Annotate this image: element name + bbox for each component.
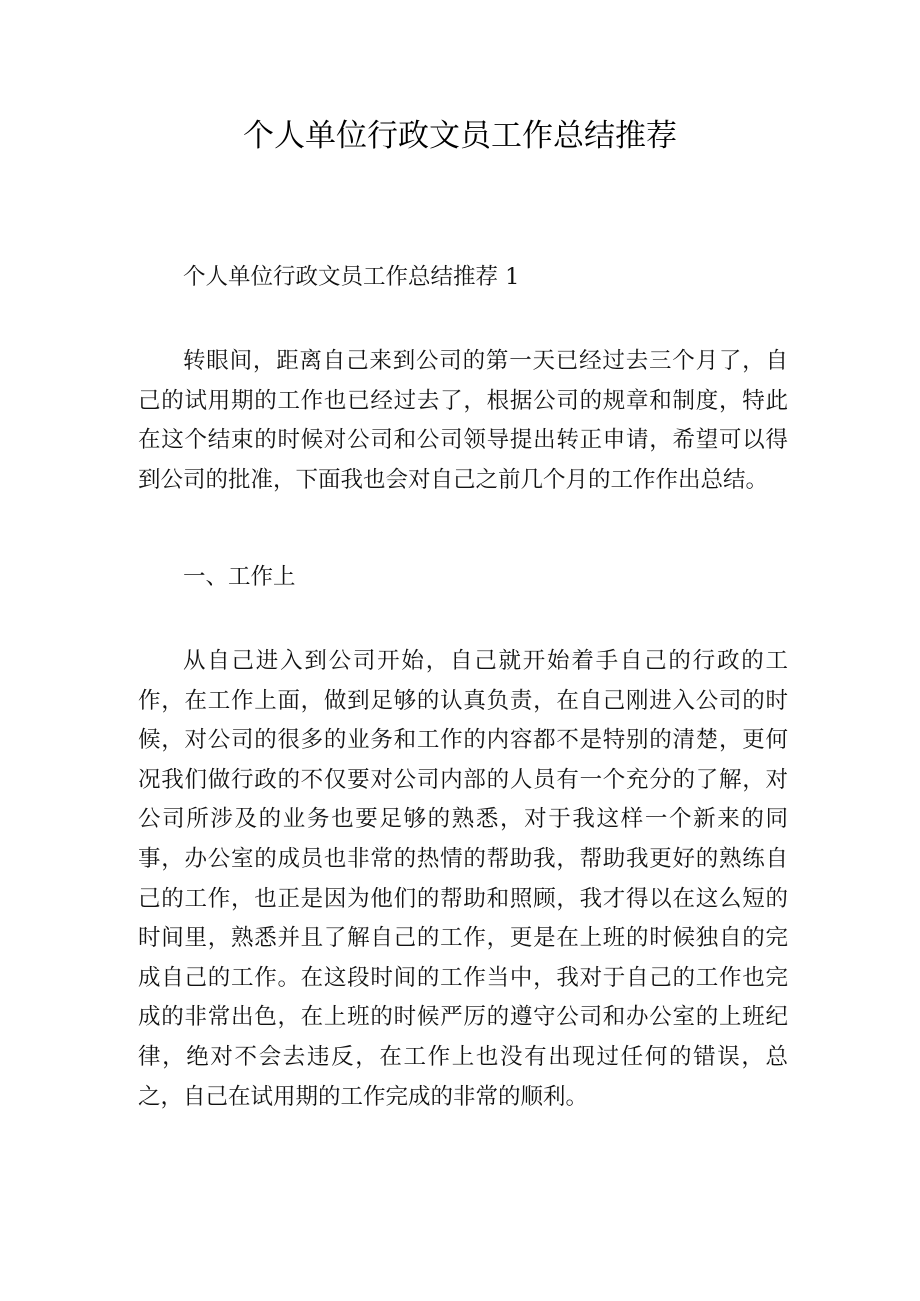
section-heading-work: 一、工作上 [183,564,296,590]
document-subtitle: 个人单位行政文员工作总结推荐 1 [183,264,520,290]
paragraph-work: 从自己进入到公司开始，自己就开始着手自己的行政的工作，在工作上面，做到足够的认真负责，在自己刚进入公司的时候，对公司的很多的业务和工作的内容都不是特别的清楚，更何况我们做行政的不仅要对公司内部的人员有一个充分的了解，对公司所涉及的业务也要足够的熟悉，对于我这样一个新来的同事，办公室的成员也非常的热情的帮助我，帮助我更好的熟练自己的工作，也正是因为他们的帮助和照顾，我才得以在这么短的时间里，熟悉并且了解自己的工作，更是在上班的时候独自的完成自己的工作。在这段时间的工作当中，我对于自己的工作也完成的非常出色，在上班的时候严厉的遵守公司和办公室的上班纪律，绝对不会去违反，在工作上也没有出现过任何的错误，总之，自己在试用期的工作完成的非常的顺利。 [138,648,788,1110]
document-title: 个人单位行政文员工作总结推荐 [243,118,677,154]
paragraph-intro: 转眼间，距离自己来到公司的第一天已经过去三个月了，自己的试用期的工作也已经过去了，根据公司的规章和制度，特此在这个结束的时候对公司和公司领导提出转正申请，希望可以得到公司的批准，下面我也会对自己之前几个月的工作作出总结。 [138,348,788,493]
